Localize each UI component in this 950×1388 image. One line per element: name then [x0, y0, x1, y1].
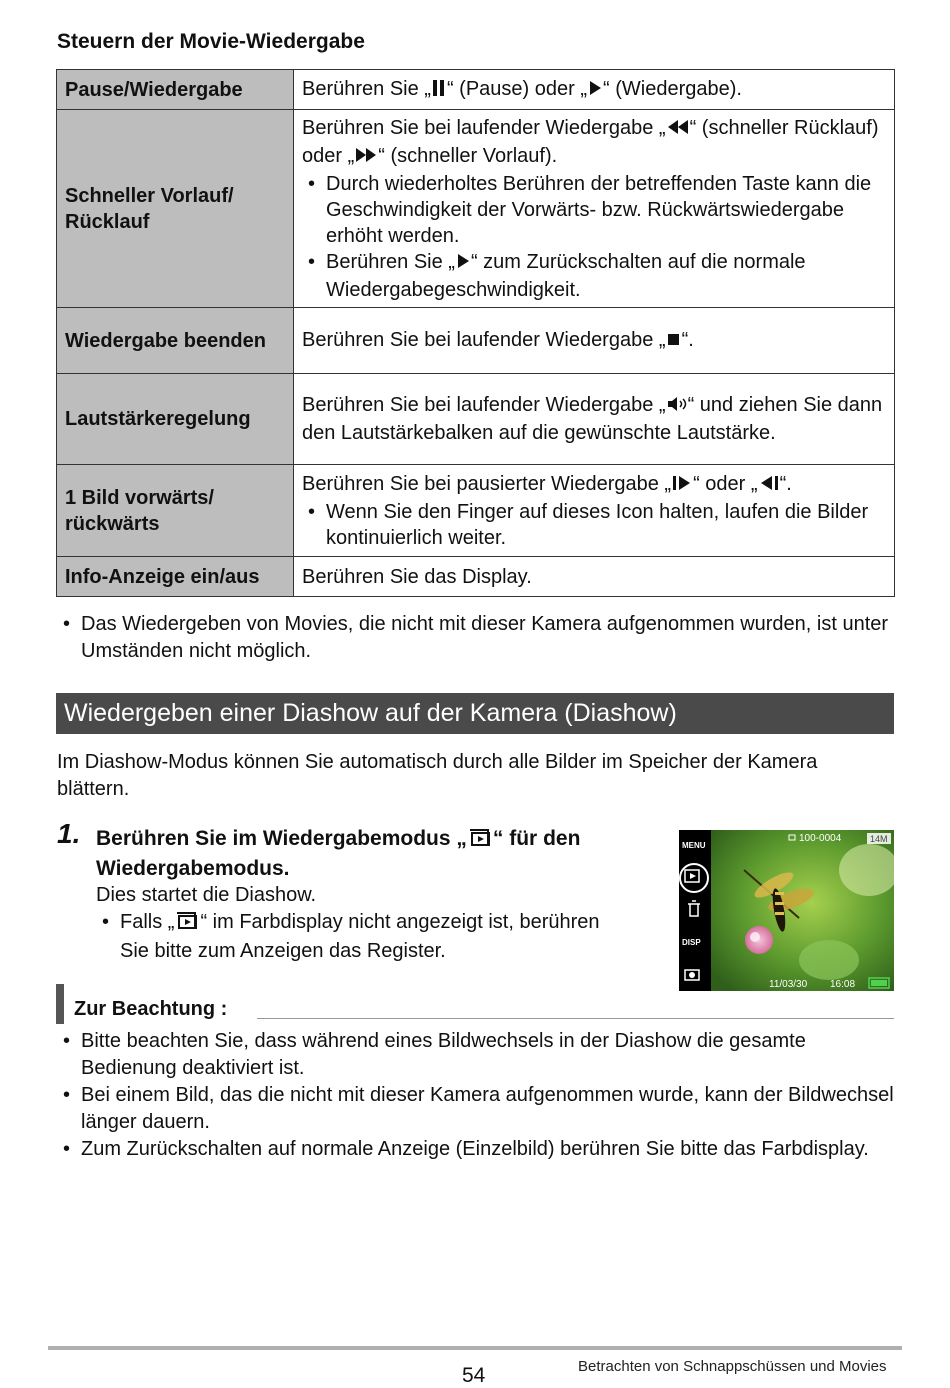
table-row: [57, 557, 895, 597]
caution-divider: [257, 1018, 894, 1019]
movie-controls-table: [56, 69, 895, 597]
frame-forward-icon: [671, 473, 693, 499]
time-display: 16:08: [830, 979, 856, 990]
row-label: Pause/Wiedergabe: [57, 70, 294, 110]
row-description: Berühren Sie bei laufender Wiedergabe „ “ (schneller Rücklauf) oder „ “ (schneller Vorlauf). • Durch wiederholtes Berühren der betreffenden Taste kann die Geschwindigkeit der Vorwärts- bzw. Rückwärtswiedergabe erhöht werden. • Berühren Sie „ “ zum Zurückschalten auf die normale Wiedergabegeschwindigkeit.: [294, 110, 895, 308]
chapter-title: Betrachten von Schnappschüssen und Movies: [578, 1358, 887, 1375]
play-icon: [587, 78, 603, 104]
table-row: [57, 110, 895, 308]
rewind-icon: [666, 117, 690, 143]
disp-label[interactable]: DISP: [682, 938, 701, 947]
table-row: [57, 308, 895, 374]
image-size: 14M: [870, 834, 888, 844]
table-row: [57, 374, 895, 465]
caution-note: • Bei einem Bild, das die nicht mit dieser Kamera aufgenommen wurde, kann der Bildwechsel länger dauern.: [57, 1082, 897, 1136]
stop-icon: [666, 329, 682, 355]
pause-icon: [431, 78, 447, 104]
caution-title: Zur Beachtung :: [74, 998, 228, 1020]
caution-note: • Zum Zurückschalten auf normale Anzeige (Einzelbild) berühren Sie bitte das Farbdisplay.: [57, 1136, 897, 1163]
row-description: Berühren Sie das Display.: [294, 557, 895, 597]
table-row: [57, 70, 895, 110]
file-number: 100-0004: [799, 833, 842, 844]
movie-note: • Das Wiedergeben von Movies, die nicht mit dieser Kamera aufgenommen wurden, ist unter Umständen nicht möglich.: [57, 611, 921, 665]
slideshow-icon: [467, 827, 493, 855]
row-description: Berühren Sie bei laufender Wiedergabe „ “.: [294, 308, 895, 374]
row-label: Wiedergabe beenden: [57, 308, 294, 374]
frame-back-icon: [758, 473, 780, 499]
page-number: 54: [462, 1364, 486, 1387]
row-label: 1 Bild vorwärts/ rückwärts: [57, 465, 294, 557]
step-body: [96, 882, 616, 965]
row-description: Berühren Sie bei laufender Wiedergabe „ “ und ziehen Sie dann den Lautstärkebalken auf die gewünschte Lautstärke.: [294, 374, 895, 465]
row-description: Berühren Sie bei pausierter Wiedergabe „ “ oder „ “. • Wenn Sie den Finger auf dieses Icon halten, laufen die Bilder kontinuierlich weiter.: [294, 465, 895, 557]
step-number: 1.: [57, 818, 81, 849]
row-description: Berühren Sie „ “ (Pause) oder „ “ (Wiedergabe).: [294, 70, 895, 110]
row-bullet: • Wenn Sie den Finger auf dieses Icon halten, laufen die Bilder kontinuierlich weiter.: [302, 499, 886, 551]
slideshow-section-title: Wiedergeben einer Diashow auf der Kamera (Diashow): [56, 693, 894, 734]
slideshow-icon: [174, 910, 200, 938]
slideshow-intro: Im Diashow-Modus können Sie automatisch durch alle Bilder im Speicher der Kamera blättern.: [57, 751, 818, 800]
menu-label[interactable]: MENU: [682, 841, 706, 850]
section-title: Steuern der Movie-Wiedergabe: [57, 30, 365, 53]
fast-forward-icon: [354, 145, 378, 171]
table-row: [57, 465, 895, 557]
play-icon: [455, 251, 471, 277]
date-display: 11/03/30: [769, 979, 808, 990]
row-bullet: • Durch wiederholtes Berühren der betreffenden Taste kann die Geschwindigkeit der Vorwärts- bzw. Rückwärtswiedergabe erhöht werden.: [302, 171, 886, 249]
row-bullet: • Berühren Sie „ “ zum Zurückschalten auf die normale Wiedergabegeschwindigkeit.: [302, 249, 886, 303]
step-bullet: • Falls „ “ im Farbdisplay nicht angezeigt ist, berühren Sie bitte zum Anzeigen das Register.: [96, 909, 616, 965]
camera-screen-illustration: [679, 830, 894, 991]
row-label: Lautstärkeregelung: [57, 374, 294, 465]
volume-icon: [666, 394, 688, 420]
row-label: Info-Anzeige ein/aus: [57, 557, 294, 597]
caution-note: • Bitte beachten Sie, dass während eines Bildwechsels in der Diashow die gesamte Bedienung deaktiviert ist.: [57, 1028, 897, 1082]
footer-rule: [48, 1346, 902, 1350]
caution-notes: [57, 1028, 897, 1163]
row-label: Schneller Vorlauf/ Rücklauf: [57, 110, 294, 308]
step-body-text: Dies startet die Diashow.: [96, 884, 317, 906]
step-title: Berühren Sie im Wiedergabemodus „ “ für den Wiedergabemodus.: [96, 827, 581, 880]
caution-marker: [56, 984, 64, 1024]
